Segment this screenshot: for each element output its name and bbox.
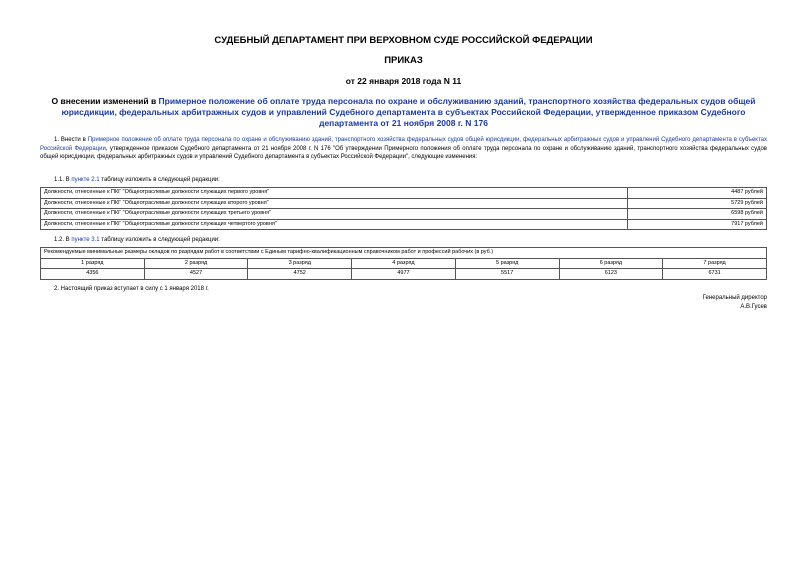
table-row [41, 209, 767, 220]
signature-name: А.В.Гусев [740, 304, 767, 310]
paragraph-1-prefix: 1. Внести в [54, 137, 88, 143]
order-heading: ПРИКАЗ [384, 55, 423, 66]
table-cell-value: 5517 [455, 269, 559, 280]
order-title [40, 96, 767, 129]
salary-table-positions [40, 187, 767, 230]
paragraph-1-suffix: , утвержденное приказом Судебного департамента от 21 ноября 2008 г. N 176 "Об утверждении Примерного положения об оплате труда персонала по охране и обслуживанию зданий, транспортного хозяйства федеральных судов общей юрисдикции, федеральных арбитражных судов и управлений Судебного департамента в субъектах Российской Федерации", следующие изменения: [40, 145, 767, 160]
paragraph-1-2-link[interactable]: пункте 3.1 [71, 237, 100, 243]
paragraph-1-1 [54, 176, 781, 185]
title-prefix: О внесении изменений в [51, 96, 159, 106]
table-cell-salary: 6598 рублей [628, 209, 767, 220]
table-cell-value: 4752 [248, 269, 352, 280]
table-header-cell: 7 разряд [663, 258, 767, 269]
table-cell-salary: 4487 рублей [628, 188, 767, 199]
table-cell-position: Должности, отнесенные к ПКГ "Общеотраслевые должности служащих третьего уровня" [41, 209, 628, 220]
salary-table-grades [40, 247, 767, 280]
order-date-number: от 22 января 2018 года N 11 [345, 76, 462, 86]
paragraph-1 [40, 136, 767, 162]
table-cell-position: Должности, отнесенные к ПКГ "Общеотраслевые должности служащих четвертого уровня" [41, 219, 628, 230]
table-header-cell: 2 разряд [144, 258, 248, 269]
table-caption-row [41, 248, 767, 259]
signature-block [567, 294, 767, 312]
table-caption-cell: Рекомендуемые минимальные размеры окладов по разрядам работ в соответствии с Единым тарифно-квалификационным справочником работ и профессий рабочих (в руб.) [41, 248, 767, 259]
table-row [41, 188, 767, 199]
department-heading: СУДЕБНЫЙ ДЕПАРТАМЕНТ ПРИ ВЕРХОВНОМ СУДЕ РОССИЙСКОЙ ФЕДЕРАЦИИ [214, 35, 593, 46]
table-row [41, 269, 767, 280]
table-header-cell: 5 разряд [455, 258, 559, 269]
paragraph-1-1-prefix: 1.1. В [54, 177, 72, 183]
table-row [41, 198, 767, 209]
table-cell-value: 6731 [663, 269, 767, 280]
table-cell-value: 6123 [559, 269, 663, 280]
paragraph-1-2-prefix: 1.2. В [54, 237, 72, 243]
paragraph-1-1-suffix: таблицу изложить в следующей редакции: [99, 177, 220, 183]
table-cell-value: 4977 [352, 269, 456, 280]
table-cell-position: Должности, отнесенные к ПКГ "Общеотраслевые должности служащих второго уровня" [41, 198, 628, 209]
signature-position: Генеральный директор [702, 295, 767, 301]
table-header-row [41, 258, 767, 269]
paragraph-2: 2. Настоящий приказ вступает в силу с 1 января 2018 г. [54, 286, 209, 292]
paragraph-1-2-suffix: таблицу изложить в следующей редакции: [99, 237, 220, 243]
table-cell-position: Должности, отнесенные к ПКГ "Общеотраслевые должности служащих первого уровня" [41, 188, 628, 199]
table-header-cell: 6 разряд [559, 258, 663, 269]
paragraph-1-2 [54, 236, 781, 245]
table-cell-salary: 5729 рублей [628, 198, 767, 209]
table-cell-value: 4356 [41, 269, 145, 280]
table-row [41, 219, 767, 230]
paragraph-1-1-link[interactable]: пункте 2.1 [71, 177, 100, 183]
table-header-cell: 1 разряд [41, 258, 145, 269]
title-link[interactable]: Примерное положение об оплате труда персонала по охране и обслуживанию зданий, транспортного хозяйства федеральных судов общей юрисдикции, федеральных арбитражных судов и управлений Судебного департамента в субъектах Российской Федерации, утвержденное приказом Судебного департамента от 21 ноября 2008 г. N 176 [61, 96, 756, 128]
table-header-cell: 3 разряд [248, 258, 352, 269]
paragraph-1-link[interactable]: Примерное положение об оплате труда персонала по охране и обслуживанию зданий, транспортного хозяйства федеральных судов общей юрисдикции, федеральных арбитражных судов и управлений Судебного департамента в субъектах Российской Федерации [40, 137, 767, 152]
table-header-cell: 4 разряд [352, 258, 456, 269]
table-cell-salary: 7917 рублей [628, 219, 767, 230]
table-cell-value: 4527 [144, 269, 248, 280]
